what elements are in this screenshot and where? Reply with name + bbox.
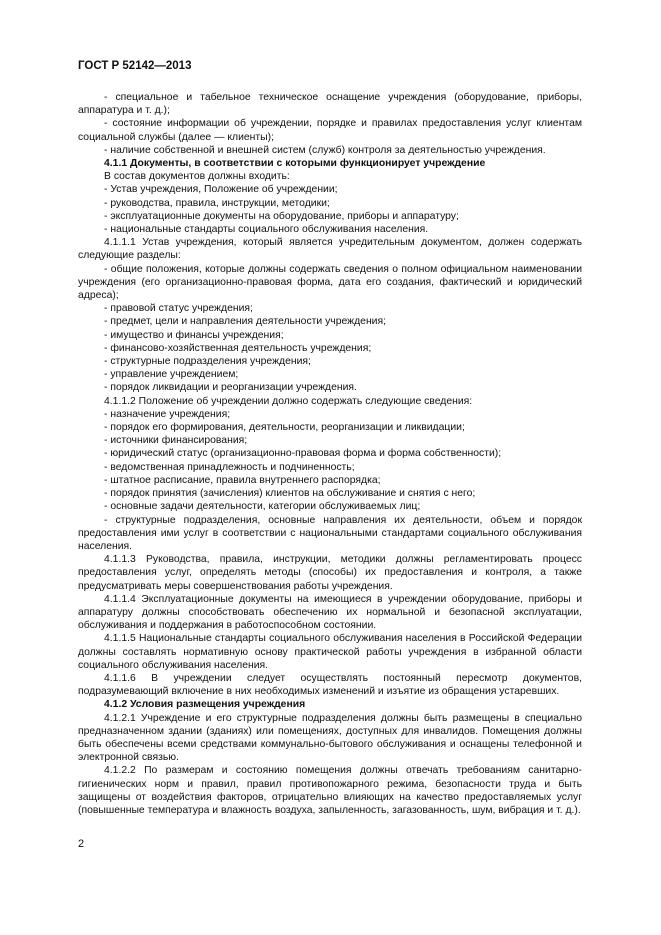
paragraph: - эксплуатационные документы на оборудование, приборы и аппаратуру; [104, 210, 459, 222]
paragraph: 4.1.2.1 Учреждение и его структурные подразделения должны быть размещены в специально предназначенном здании (зданиях) или помещениях, доступных для инвалидов. Помещения должны быть обеспечены всеми средствами коммунально-бытового обслуживания и оснащены телефонной и электронной связью. [78, 712, 582, 764]
paragraph: - юридический статус (организационно-правовая форма и форма собственности); [104, 448, 502, 460]
paragraph: - управление учреждением; [104, 369, 239, 381]
paragraph: - структурные подразделения учреждения; [104, 356, 311, 368]
section-heading: 4.1.1 Документы, в соответствии с которыми функционирует учреждение [104, 158, 486, 170]
paragraph: - специальное и табельное техническое оснащение учреждения (оборудование, приборы, аппаратура и т. д.); [78, 92, 582, 117]
paragraph: 4.1.1.1 Устав учреждения, который является учредительным документом, должен содержать следующие разделы: [78, 237, 582, 262]
paragraph: - источники финансирования; [104, 435, 248, 447]
paragraph: - национальные стандарты социального обслуживания населения. [104, 224, 429, 236]
paragraph: - порядок ликвидации и реорганизации учреждения. [104, 382, 357, 394]
paragraph: 4.1.1.2 Положение об учреждении должно содержать следующие сведения: [104, 395, 473, 407]
paragraph: - назначение учреждения; [104, 408, 231, 420]
paragraph: - правовой статус учреждения; [104, 303, 253, 315]
section-heading: 4.1.2 Условия размещения учреждения [104, 699, 306, 711]
paragraph: В состав документов должны входить: [104, 171, 290, 183]
paragraph: - наличие собственной и внешней систем (служб) контроля за деятельностью учреждения. [104, 144, 546, 156]
document-body [78, 91, 582, 817]
paragraph: - предмет, цели и направления деятельности учреждения; [104, 316, 386, 328]
paragraph: 4.1.1.5 Национальные стандарты социального обслуживания населения в Российской Федерации должны составлять нормативную основу практической работы учреждения в избранной области социального обслуживания населения. [78, 633, 582, 671]
paragraph: 4.1.1.6 В учреждении следует осуществлять постоянный пересмотр документов, подразумевающий включение в них необходимых изменений и изъятие из обращения устаревших. [78, 672, 582, 698]
paragraph: - основные задачи деятельности, категории обслуживаемых лиц; [104, 501, 421, 513]
page-number: 2 [78, 838, 85, 850]
paragraph: - состояние информации об учреждении, порядке и правилах предоставления услуг клиентам социальной службы (далее — клиенты); [78, 118, 582, 143]
paragraph: - общие положения, которые должны содержать сведения о полном официальном наименовании учреждения (его организационно-правовая форма, дата его создания, фактический и юридический адреса); [78, 263, 582, 302]
paragraph: - финансово-хозяйственная деятельность учреждения; [104, 342, 372, 354]
paragraph: 4.1.1.3 Руководства, правила, инструкции, методики должны регламентировать процесс предоставления услуг, определять методы (способы) их предоставления и контроля, а также предусматривать меры совершенствования работы учреждения. [78, 554, 582, 592]
paragraph: - Устав учреждения, Положение об учреждении; [104, 184, 338, 196]
paragraph: - ведомственная принадлежность и подчиненность; [104, 461, 355, 473]
paragraph: - порядок его формирования, деятельности, реорганизации и ликвидации; [104, 422, 465, 434]
paragraph: - имущество и финансы учреждения; [104, 329, 284, 341]
paragraph: - руководства, правила, инструкции, методики; [104, 197, 330, 209]
paragraph: 4.1.2.2 По размерам и состоянию помещения должны отвечать требованиям санитарно-гигиенических норм и правил, правил противопожарного режима, безопасности труда и быть защищены от воздействия факторов, отрицательно влияющих на качество предоставляемых услуг (повышенные температура и влажность воздуха, запыленность, загазованность, шум, вибрация и т. д.). [78, 765, 582, 816]
paragraph: - штатное расписание, правила внутреннего распорядка; [104, 474, 381, 486]
document-header: ГОСТ Р 52142—2013 [78, 60, 192, 72]
paragraph: 4.1.1.4 Эксплуатационные документы на имеющиеся в учреждении оборудование, приборы и аппаратуру должны способствовать обеспечению их нормальной и безопасной эксплуатации, обслуживания и поддержания в работоспособном состоянии. [78, 593, 582, 632]
paragraph: - структурные подразделения, основные направления их деятельности, объем и порядок предоставления ими услуг в соответствии с национальными стандартами социального обслуживания населения. [78, 514, 582, 552]
paragraph: - порядок принятия (зачисления) клиентов на обслуживание и снятия с него; [104, 488, 476, 500]
